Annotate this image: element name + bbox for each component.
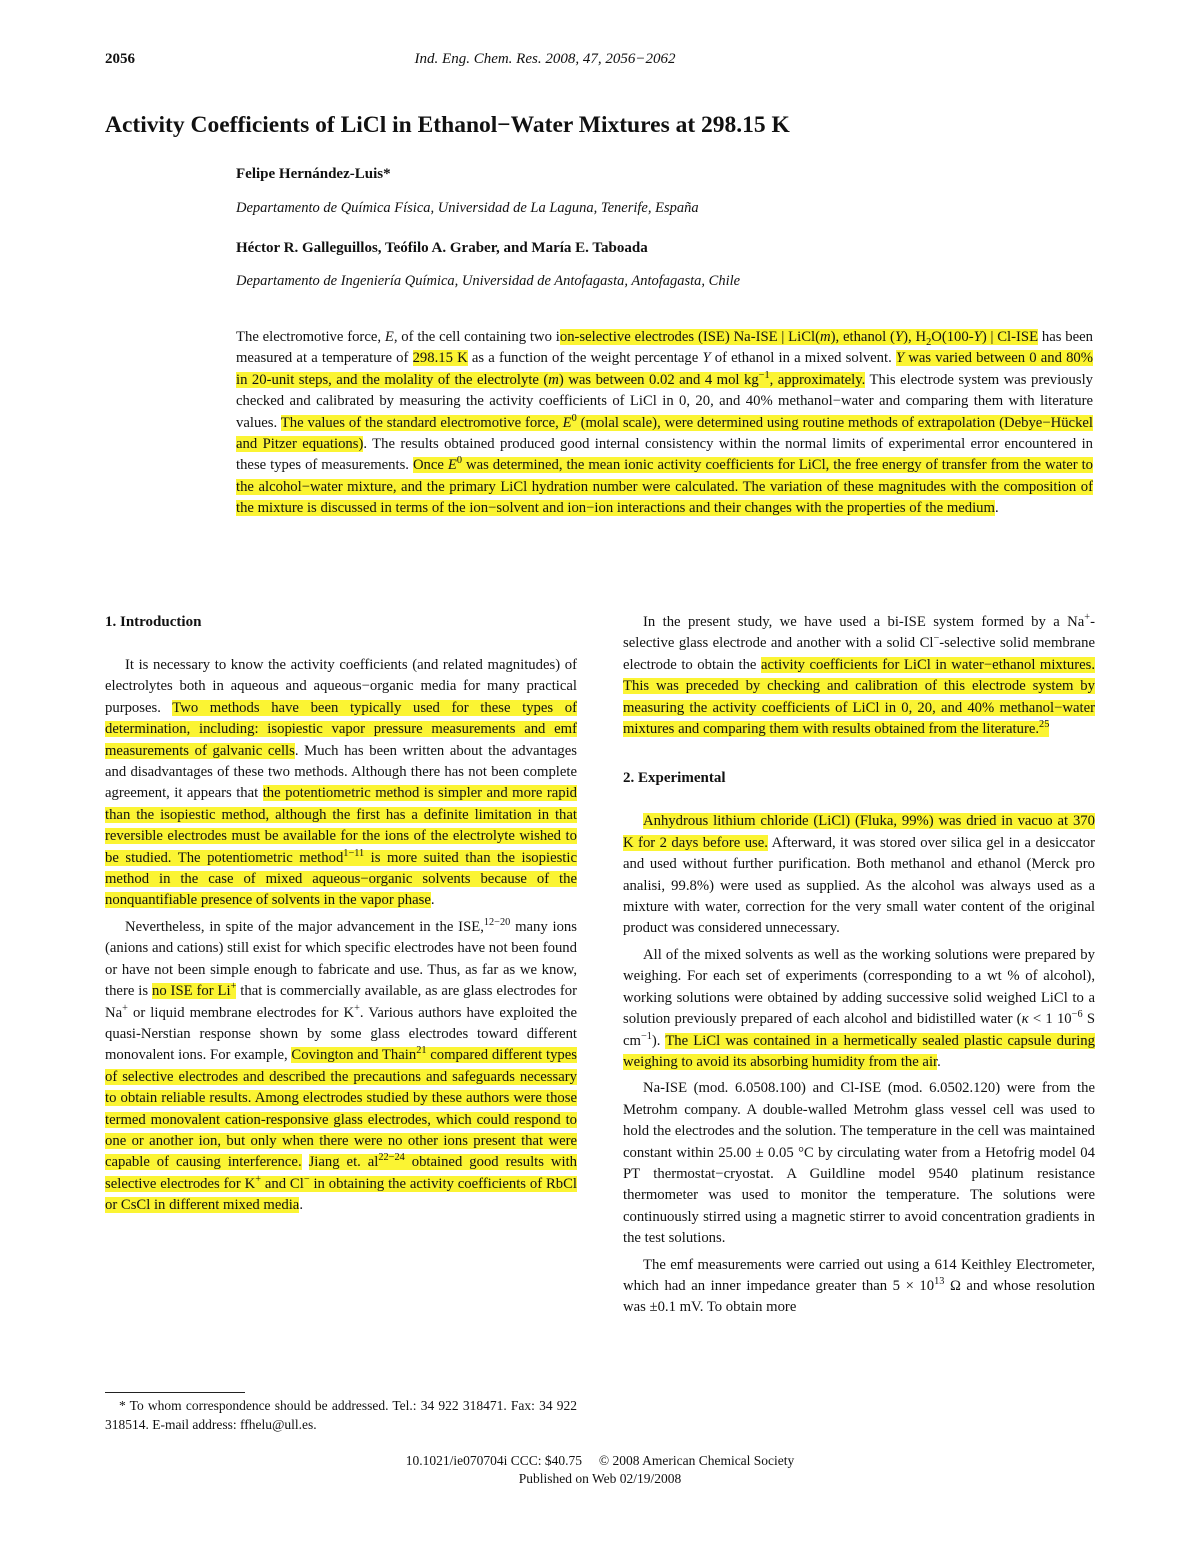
footnote <box>105 1396 577 1434</box>
highlight: the potentiometric method is simpler and more rapid than the isopiestic method, although the first has a definite limitation in that reversible electrodes must be available for the ions of the electrolyte wished to be studied. The potentiometric method$^{1-11}$ is more suited than the isopiestic method in the case of mixed aqueous−organic solvents because of the nonquantifiable presence of solvents in the vapor phase <box>105 785 577 909</box>
left-column <box>105 612 577 1217</box>
highlight: Covington and Thain$^{21}$ compared different types of selective electrodes and described the precautions and safeguards necessary to obtain reliable results. Among electrodes studied by these authors were those termed monovalent cation-responsive glass electrodes, which could respond to one or another ion, but only when there were no other ions present that were capable of causing interference. <box>105 1045 577 1171</box>
intro-paragraph-1: It is necessary to know the activity coefficients (and related magnitudes) of electrolytes both in aqueous and aqueous−organic media for many practical purposes. Two methods have been typically used for these types of determination, including: isopiestic vapor pressure measurements and emf measurements of galvanic cells. Much has been written about the advantages and disadvantages of these two methods. Although there has not been complete agreement, it appears that the potentiometric method is simpler and more rapid than the isopiestic method, although the first has a definite limitation in that reversible electrodes must be available for the ions of the electrolyte wished to be studied. The potentiometric method$^{1-11}$ is more suited than the isopiestic method in the case of mixed aqueous−organic solvents because of the nonquantifiable presence of solvents in the vapor phase. <box>105 657 577 909</box>
experimental-paragraph-1: Anhydrous lithium chloride (LiCl) (Fluka, 99%) was dried in vacuo at 370 K for 2 days before use. Afterward, it was stored over silica gel in a desiccator and used without further purification. Both methanol and ethanol (Merck pro analisi, 99.8%) were used as supplied. As the alcohol was always used as a mixture with water, correction for the very small water content of the original product was considered unnecessary. <box>623 813 1095 937</box>
publication-date-line: Published on Web 02/19/2008 <box>518 1471 682 1486</box>
correspondence-footnote: * To whom correspondence should be addressed. Tel.: 34 922 318471. Fax: 34 922 318514. E-mail address: ffhelu@ull.es. <box>105 1398 577 1432</box>
highlight: in terms of the ion−solvent and ion−ion interactions and their changes with the properties of the medium <box>376 500 995 517</box>
abstract <box>236 327 1093 520</box>
highlight: 298.15 K <box>412 350 468 367</box>
intro-paragraph-2: Nevertheless, in spite of the major advancement in the ISE,$^{12-20}$ many ions (anions and cations) still exist for which specific electrodes have not been found or have not been simple enough to fabricate and use. Thus, as far as we know, there is no ISE for Li+ that is commercially available, as are glass electrodes for Na+ or liquid membrane electrodes for K+. Various authors have exploited the quasi-Nerstian response shown by some glass electrodes toward different monovalent ions. For example, Covington and Thain$^{21}$ compared different types of selective electrodes and described the precautions and safeguards necessary to obtain reliable results. Among electrodes studied by these authors were those termed monovalent cation-responsive glass electrodes, which could respond to one or another ion, but only when there were no other ions present that were capable of causing interference. Jiang et. $al^{22-24}$ obtained good results with selective electrodes for K+ and Cl− in obtaining the activity coefficients of RbCl or CsCl in different mixed media. <box>105 916 578 1214</box>
section-heading-introduction: 1. Introduction <box>105 614 202 630</box>
author-line-2: Héctor R. Galleguillos, Teófilo A. Graber, and María E. Taboada <box>236 240 648 256</box>
right-column <box>623 612 1095 1319</box>
experimental-paragraph-3: Na-ISE (mod. 6.0508.100) and Cl-ISE (mod. 6.0502.120) were from the Metrohm company. A double-walled Metrohm glass vessel cell was used to hold the electrodes and the solution. The temperature in the cell was maintained constant within 25.00 ± 0.05 °C by circulating water from a Hetofrig model 04 PT thermostat−cryostat. A Guildline model 9540 platinum resistance thermometer was used to monitor the temperature. The solutions were continuously stirred using a magnetic stirrer to avoid concentration gradients in the test solutions. <box>623 1080 1095 1247</box>
affiliation-line-2: Departamento de Ingeniería Química, Universidad de Antofagasta, Antofagasta, Chile <box>236 273 741 289</box>
journal-citation: Ind. Eng. Chem. Res. 2008, 47, 2056−2062 <box>414 51 676 67</box>
highlight: Once $E^0$ was determined, the mean ionic activity coefficients for LiCl, the free energy of transfer from the water to the alcohol−water mixture, and the primary LiCl hydration number were calculated. The variation of these magnitudes with the composition of the mixture is discussed <box>236 455 1093 517</box>
highlight: Y was varied between 0 and 80% in 20-unit steps, and the molality of the electrolyte (m) was between 0.02 and 4 mol $kg^{-1}$, approximately. <box>236 350 1093 388</box>
experimental-paragraph-2: All of the mixed solvents as well as the working solutions were prepared by weighing. For each set of experiments (corresponding to a wt % of alcohol), working solutions were obtained by adding successive solid weighed LiCl to a solution previously prepared of each alcohol and bidistilled water (κ < 1 $10^{-6}$ S $cm^{-1}$). The LiCl was contained in a hermetically sealed plastic capsule during weighing to avoid its absorbing humidity from the air. <box>623 946 1095 1070</box>
page-number: 2056 <box>105 51 135 67</box>
highlight: activity coefficients for LiCl in water−ethanol mixtures. This was preceded by checking and calibration of this electrode system by measuring the activity coefficients of LiCl in 0, 20, and 40% methanol−water mixtures and comparing them with results obtained from the literature.$^{25}$ <box>623 656 1095 738</box>
intro-paragraph-3: In the present study, we have used a bi-ISE system formed by a Na+-selective glass electrode and another with a solid Cl−-selective solid membrane electrode to obtain the activity coefficients for LiCl in water−ethanol mixtures. This was preceded by checking and calibration of this electrode system by measuring the activity coefficients of LiCl in 0, 20, and 40% methanol−water mixtures and comparing them with results obtained from the literature.$^{25}$ <box>623 612 1095 738</box>
highlight: The LiCl was contained in a hermetically sealed plastic capsule during weighing to avoid its absorbing humidity from the air <box>623 1032 1095 1070</box>
highlight: The values of the standard electromotive force, $E^0$ (molal scale), were determined using routine methods of extrapolation (Debye−Hückel and Pitzer equations) <box>236 412 1094 453</box>
highlight: Jiang et. $al^{22-24}$ obtained good results with selective electrodes for K+ and Cl− in obtaining the activity coefficients of RbCl or CsCl in different mixed media <box>105 1152 578 1214</box>
page-header <box>105 51 1095 73</box>
author-line-1: Felipe Hernández-Luis* <box>236 166 391 182</box>
footnote-rule <box>105 1392 245 1393</box>
affiliation-line-1: Departamento de Química Física, Universidad de La Laguna, Tenerife, España <box>236 200 699 216</box>
article-title: Activity Coefficients of LiCl in Ethanol−Water Mixtures at 298.15 K <box>105 112 790 138</box>
highlight: Anhydrous lithium chloride (LiCl) (Fluka, 99%) was dried in vacuo at 370 K for 2 days before use. <box>623 813 1095 851</box>
section-heading-experimental: 2. Experimental <box>623 770 726 787</box>
doi-copyright-line: 10.1021/ie070704i CCC: $40.75 © 2008 American Chemical Society <box>405 1453 795 1468</box>
page-footer <box>0 1452 1200 1488</box>
abstract-text: The electromotive force, E, of the cell containing two ion-selective electrodes (ISE) Na-ISE | LiCl(m), ethanol (Y), $H_2O(100-Y)$ | Cl-ISE has been measured at a temperature of 298.15 K as a function of the weight percentage Y of ethanol in a mixed solvent. Y was varied between 0 and 80% in 20-unit steps, and the molality of the electrolyte (m) was between 0.02 and 4 mol $kg^{-1}$, approximately. This electrode system was previously checked and calibrated by measuring the activity coefficients of LiCl in 0, 20, and 40% methanol−water and comparing them with literature values. The values of the standard electromotive force, $E^0$ (molal scale), were determined using routine methods of extrapolation (Debye−Hückel and Pitzer equations). The results obtained produced good internal consistency within the normal limits of experimental error encountered in these types of measurements. Once $E^0$ was determined, the mean ionic activity coefficients for LiCl, the free energy of transfer from the water to the alcohol−water mixture, and the primary LiCl hydration number were calculated. The variation of these magnitudes with the composition of the mixture is discussed in terms of the ion−solvent and ion−ion interactions and their changes with the properties of the medium. <box>236 329 1094 517</box>
highlight: Two methods have been typically used for these types of determination, including: isopiestic vapor pressure measurements and emf measurements of galvanic cells <box>105 699 577 759</box>
highlight: no ISE for Li+ <box>151 981 237 1000</box>
highlight: on-selective electrodes (ISE) Na-ISE | LiCl(m), ethanol (Y), $H_2O(100-Y)$ | Cl-ISE <box>559 329 1039 348</box>
experimental-paragraph-4: The emf measurements were carried out using a 614 Keithley Electrometer, which had an inner impedance greater than $5 \times 10^{13}$ Ω and whose resolution was ±0.1 mV. To obtain more <box>623 1256 1095 1316</box>
